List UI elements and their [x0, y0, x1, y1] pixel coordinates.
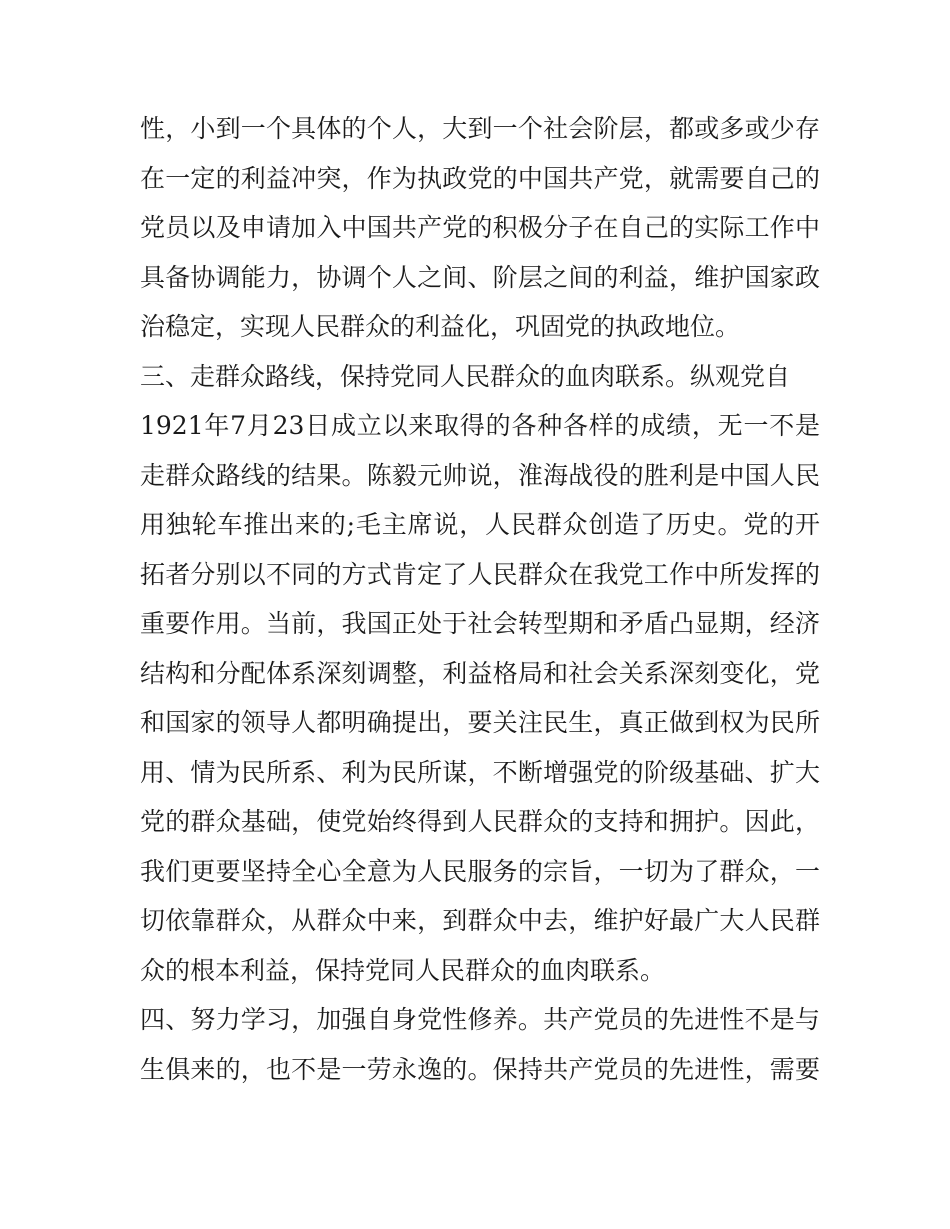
text-line: 具备协调能力，协调个人之间、阶层之间的利益，维护国家政 — [140, 262, 820, 292]
text-line: 党员以及申请加入中国共产党的积极分子在自己的实际工作中 — [140, 213, 820, 242]
text-line: 党的群众基础，使党始终得到人民群众的支持和拥护。因此， — [140, 807, 820, 836]
text-line: 切依靠群众，从群众中来，到群众中去，维护好最广大人民群 — [140, 906, 820, 935]
text-line: 性，小到一个具体的个人，大到一个社会阶层，都或多或少存 — [140, 114, 820, 143]
text-line: 1921年7月23日成立以来取得的各种各样的成绩，无一不是 — [140, 411, 820, 440]
text-line: 众的根本利益，保持党同人民群众的血肉联系。 — [140, 955, 666, 985]
text-line: 结构和分配体系深刻调整，利益格局和社会关系深刻变化，党 — [140, 658, 820, 688]
text-line: 重要作用。当前，我国正处于社会转型期和矛盾凸显期，经济 — [140, 609, 820, 638]
text-line: 治稳定，实现人民群众的利益化，巩固党的执政地位。 — [140, 312, 741, 341]
text-line: 用、情为民所系、利为民所谋，不断增强党的阶级基础、扩大 — [140, 757, 820, 787]
text-line: 走群众路线的结果。陈毅元帅说，淮海战役的胜利是中国人民 — [140, 460, 820, 490]
text-line: 在一定的利益冲突，作为执政党的中国共产党，就需要自己的 — [140, 163, 820, 193]
text-line: 三、走群众路线，保持党同人民群众的血肉联系。纵观党自 — [140, 361, 791, 391]
text-line: 四、努力学习，加强自身党性修养。共产党员的先进性不是与 — [140, 1005, 820, 1034]
text-line: 和国家的领导人都明确提出，要关注民生，真正做到权为民所 — [140, 708, 820, 737]
text-line: 用独轮车推出来的;毛主席说，人民群众创造了历史。党的开 — [140, 510, 820, 539]
body-text — [140, 104, 820, 1094]
text-line: 我们更要坚持全心全意为人民服务的宗旨，一切为了群众，一 — [140, 856, 820, 886]
text-line: 拓者分别以不同的方式肯定了人民群众在我党工作中所发挥的 — [140, 559, 820, 589]
text-line: 生俱来的，也不是一劳永逸的。保持共产党员的先进性，需要 — [140, 1054, 820, 1084]
